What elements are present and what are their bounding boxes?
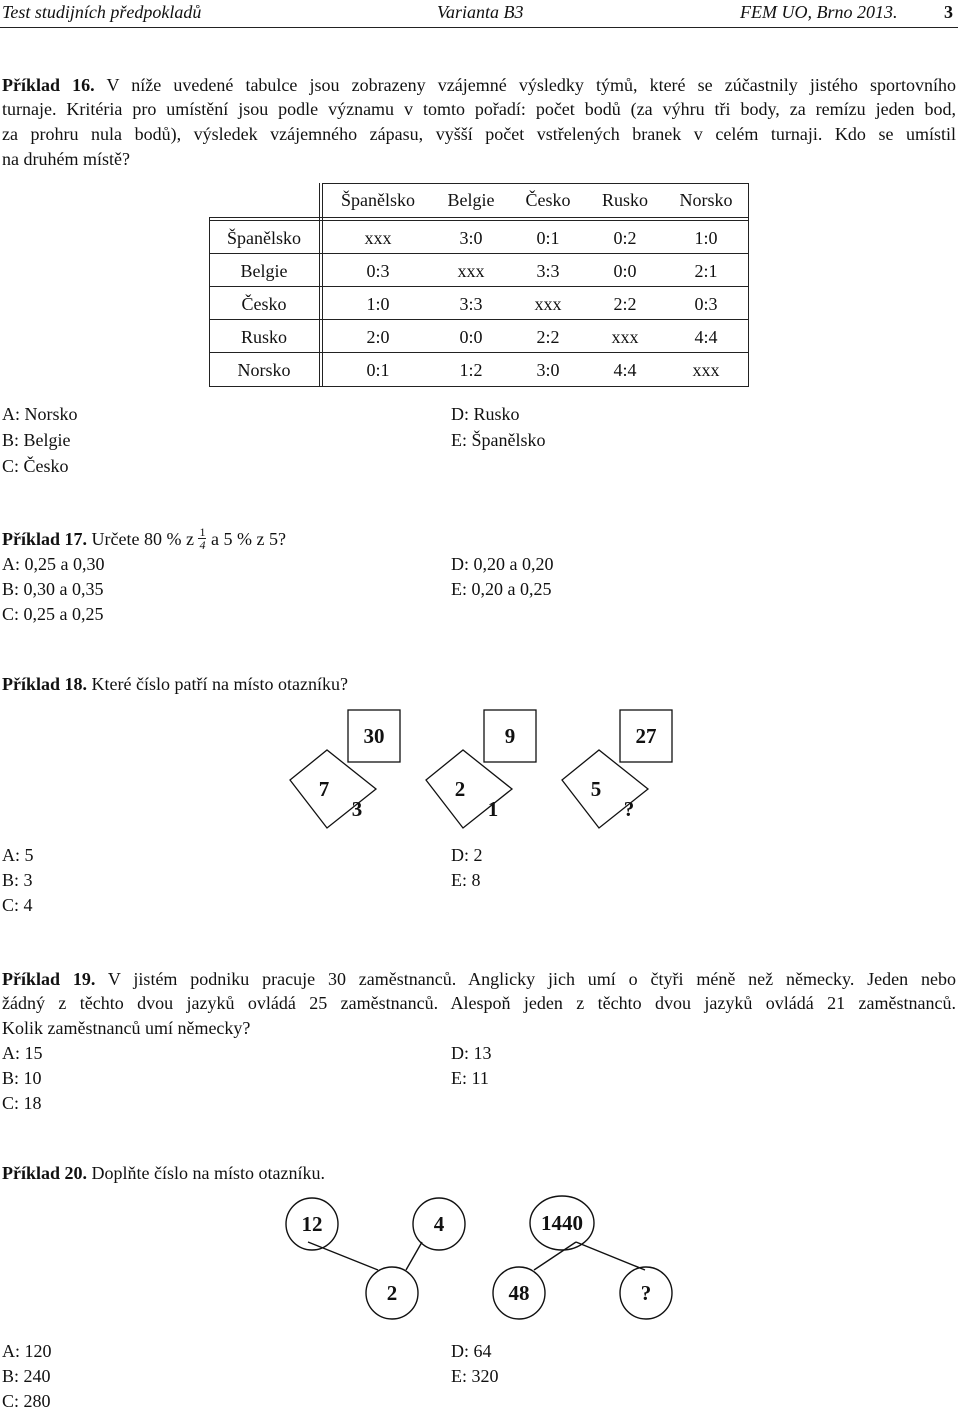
table-cell: 3:3	[536, 261, 560, 281]
table-cell: 0:0	[459, 327, 483, 347]
table-rule	[209, 319, 749, 320]
table-cell: 4:4	[613, 360, 637, 380]
answer-a: A: Norsko	[2, 404, 78, 424]
answer-e: E: 320	[451, 1366, 499, 1386]
answer-c: C: 4	[2, 895, 33, 915]
row-team: Španělsko	[227, 228, 301, 248]
answer-e: E: 8	[451, 870, 481, 890]
node-value: 2	[386, 1281, 398, 1305]
graph-edge	[406, 1242, 422, 1270]
answer-d: D: 2	[451, 845, 483, 865]
table-rule-bottom	[209, 386, 749, 387]
header-rule	[0, 27, 958, 28]
col-header: Belgie	[447, 190, 495, 210]
table-cell: 3:3	[459, 294, 483, 314]
ex16-label: Příklad 16.	[2, 75, 95, 95]
node-value: ?	[640, 1281, 652, 1305]
ex16-line3: za prohru nula bodů), výsledek vzájemného zápasu, vyšší počet vstřelených branek v celém turnaji. Kdo se umístil	[2, 124, 956, 144]
ex16-line1: Příklad 16. V níže uvedené tabulce jsou zobrazeny vzájemné výsledky týmů, které se zúčastnily jistého sportovního	[2, 75, 956, 95]
answer-c: C: 18	[2, 1093, 42, 1113]
ex18-question: Příklad 18. Které číslo patří na místo otazníku?	[2, 674, 348, 694]
table-rule-vertical	[748, 183, 749, 386]
answer-b: B: 10	[2, 1068, 42, 1088]
table-cell: 1:0	[366, 294, 390, 314]
fraction: $\frac{1}{4}$	[199, 525, 206, 553]
ex18-label: Příklad 18.	[2, 674, 88, 694]
answer-e: E: 0,20 a 0,25	[451, 579, 552, 599]
answer-d: D: 13	[451, 1043, 492, 1063]
col-header: Španělsko	[341, 190, 415, 210]
table-cell: 2:0	[366, 327, 390, 347]
answer-c: C: Česko	[2, 456, 69, 476]
graph-edge	[534, 1242, 576, 1270]
table-rule-vertical	[209, 217, 210, 386]
ex16-line2: turnaje. Kritéria pro umístění jsou podle významu v tomto pořadí: počet bodů (za výhru tři body, za remízu jeden bod,	[2, 99, 956, 119]
ex17-label: Příklad 17.	[2, 529, 88, 549]
table-cell: xxx	[611, 327, 639, 347]
col-header: Norsko	[679, 190, 733, 210]
number-puzzle-figure	[280, 706, 680, 832]
ex17-question: Příklad 17. Určete 80 % z $\frac{1}{4}$ a 5 % z 5?	[2, 525, 286, 553]
answer-e: E: Španělsko	[451, 430, 546, 450]
graph-edge	[308, 1242, 378, 1270]
answer-e: E: 11	[451, 1068, 489, 1088]
header-variant: Varianta B3	[437, 2, 524, 22]
answer-d: D: 0,20 a 0,20	[451, 554, 554, 574]
ex16-line4: na druhém místě?	[2, 149, 130, 169]
row-team: Belgie	[240, 261, 288, 281]
table-cell: 0:0	[613, 261, 637, 281]
table-cell: 2:2	[536, 327, 560, 347]
diamond-left-value: 7	[318, 777, 330, 801]
ex20-label: Příklad 20.	[2, 1163, 88, 1183]
square-value: 30	[363, 724, 385, 748]
node-value: 4	[433, 1212, 445, 1236]
table-cell: 3:0	[459, 228, 483, 248]
ex19-line3: Kolik zaměstnanců umí německy?	[2, 1018, 251, 1038]
diamond-right-value: 3	[351, 797, 363, 821]
node-value: 48	[508, 1281, 530, 1305]
table-cell: xxx	[692, 360, 720, 380]
table-cell: 1:2	[459, 360, 483, 380]
header-title: Test studijních předpokladů	[2, 2, 202, 22]
answer-d: D: Rusko	[451, 404, 520, 424]
table-cell: 2:2	[613, 294, 637, 314]
table-cell: 2:1	[694, 261, 718, 281]
answer-a: A: 5	[2, 845, 34, 865]
graph-edge	[576, 1242, 645, 1270]
row-team: Norsko	[237, 360, 291, 380]
answer-b: B: Belgie	[2, 430, 71, 450]
table-rule-vertical	[319, 183, 320, 386]
row-team: Česko	[241, 294, 287, 314]
number-graph-figure	[270, 1190, 710, 1326]
square-value: 27	[635, 724, 657, 748]
answer-a: A: 120	[2, 1341, 52, 1361]
answer-b: B: 3	[2, 870, 33, 890]
table-cell: 4:4	[694, 327, 718, 347]
table-cell: 0:2	[613, 228, 637, 248]
table-rule-top	[322, 183, 749, 184]
answer-a: A: 0,25 a 0,30	[2, 554, 105, 574]
diamond-left-value: 2	[454, 777, 466, 801]
col-header: Česko	[525, 190, 571, 210]
node-value: 12	[301, 1212, 323, 1236]
table-cell: 0:3	[366, 261, 390, 281]
answer-d: D: 64	[451, 1341, 492, 1361]
table-cell: xxx	[364, 228, 392, 248]
table-cell: 3:0	[536, 360, 560, 380]
col-header: Rusko	[601, 190, 648, 210]
table-rule	[209, 286, 749, 287]
row-team: Rusko	[240, 327, 287, 347]
ex19-line1: Příklad 19. V jistém podniku pracuje 30 zaměstnanců. Anglicky jich umí o čtyři méně než německy. Jeden nebo	[2, 969, 956, 989]
ex19-line2: žádný z těchto dvou jazyků ovládá 25 zaměstnanců. Alespoň jeden z těchto dvou jazyků ovládá 21 zaměstnanců.	[2, 993, 956, 1013]
answer-b: B: 0,30 a 0,35	[2, 579, 104, 599]
table-cell: 0:3	[694, 294, 718, 314]
diamond-right-value: ?	[623, 797, 635, 821]
ex20-question: Příklad 20. Doplňte číslo na místo otazníku.	[2, 1163, 325, 1183]
ex19-label: Příklad 19.	[2, 969, 96, 989]
table-cell: xxx	[457, 261, 485, 281]
table-cell: 0:1	[536, 228, 560, 248]
answer-c: C: 0,25 a 0,25	[2, 604, 104, 624]
table-rule	[209, 352, 749, 353]
table-cell: 0:1	[366, 360, 390, 380]
diamond-left-value: 5	[590, 777, 602, 801]
table-rule	[209, 253, 749, 254]
page-number: 3	[944, 2, 953, 22]
answer-b: B: 240	[2, 1366, 51, 1386]
table-cell: xxx	[534, 294, 562, 314]
table-rule-vertical-double	[322, 183, 323, 386]
square-value: 9	[504, 724, 516, 748]
table-rule-header-double	[209, 220, 749, 221]
answer-c: C: 280	[2, 1391, 51, 1411]
table-cell: 1:0	[694, 228, 718, 248]
answer-a: A: 15	[2, 1043, 43, 1063]
diamond-right-value: 1	[487, 797, 499, 821]
node-value: 1440	[541, 1211, 583, 1235]
header-institution: FEM UO, Brno 2013.	[740, 2, 898, 22]
table-rule-header	[209, 217, 749, 218]
